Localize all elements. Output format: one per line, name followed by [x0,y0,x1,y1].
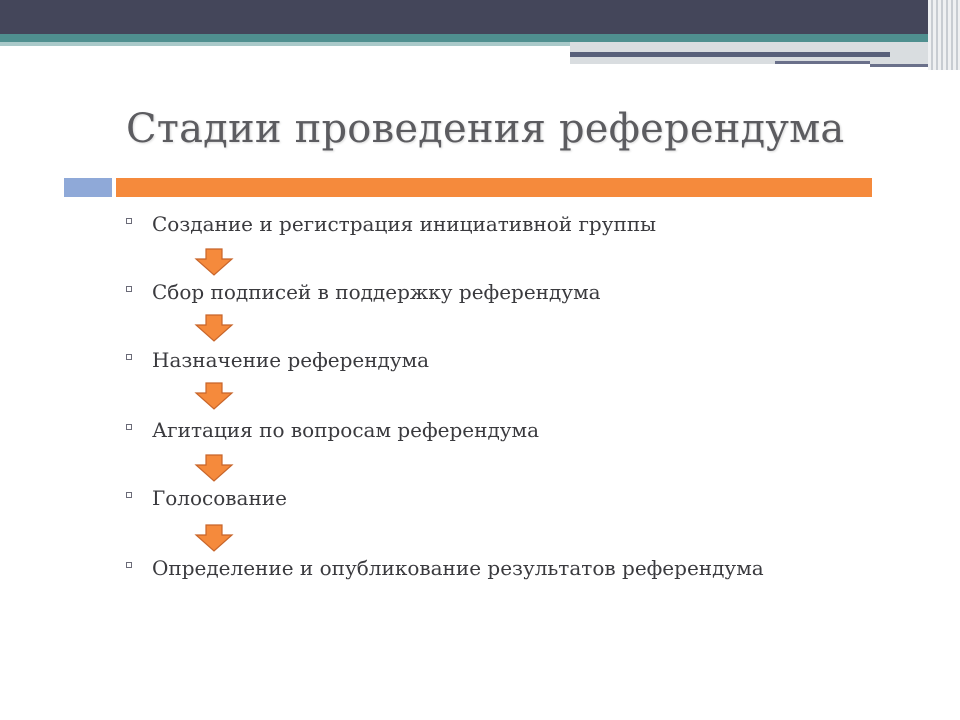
header-accent-line [775,61,870,64]
square-bullet-icon [126,562,132,568]
stage-item [126,552,764,584]
stage-item [126,482,287,514]
header-teal-light-bar [0,42,570,46]
arrow-down-icon [194,382,234,410]
stage-label: Агитация по вопросам референдума [152,418,540,442]
stage-item [126,276,601,308]
header-edge-stripes [928,0,960,70]
title-accent-orange [116,178,872,197]
square-bullet-icon [126,218,132,224]
arrow-down-icon [194,454,234,482]
stage-item [126,208,656,240]
header-dark-bar [0,0,960,34]
square-bullet-icon [126,424,132,430]
stage-label: Назначение референдума [152,348,430,372]
stage-label: Создание и регистрация инициативной группы [152,212,657,236]
stage-label: Сбор подписей в поддержку референдума [152,280,601,304]
arrow-down-icon [194,524,234,552]
arrow-down-icon [194,248,234,276]
square-bullet-icon [126,354,132,360]
header-accent-line [570,52,890,57]
stage-label: Голосование [152,486,287,510]
header-teal-bar [0,34,960,42]
square-bullet-icon [126,286,132,292]
stage-label: Определение и опубликование результатов референдума [152,556,764,580]
title-accent-blue [64,178,112,197]
stage-item [126,414,539,446]
stage-item [126,344,429,376]
square-bullet-icon [126,492,132,498]
arrow-down-icon [194,314,234,342]
slide-title: Стадии проведения референдума [126,106,845,152]
